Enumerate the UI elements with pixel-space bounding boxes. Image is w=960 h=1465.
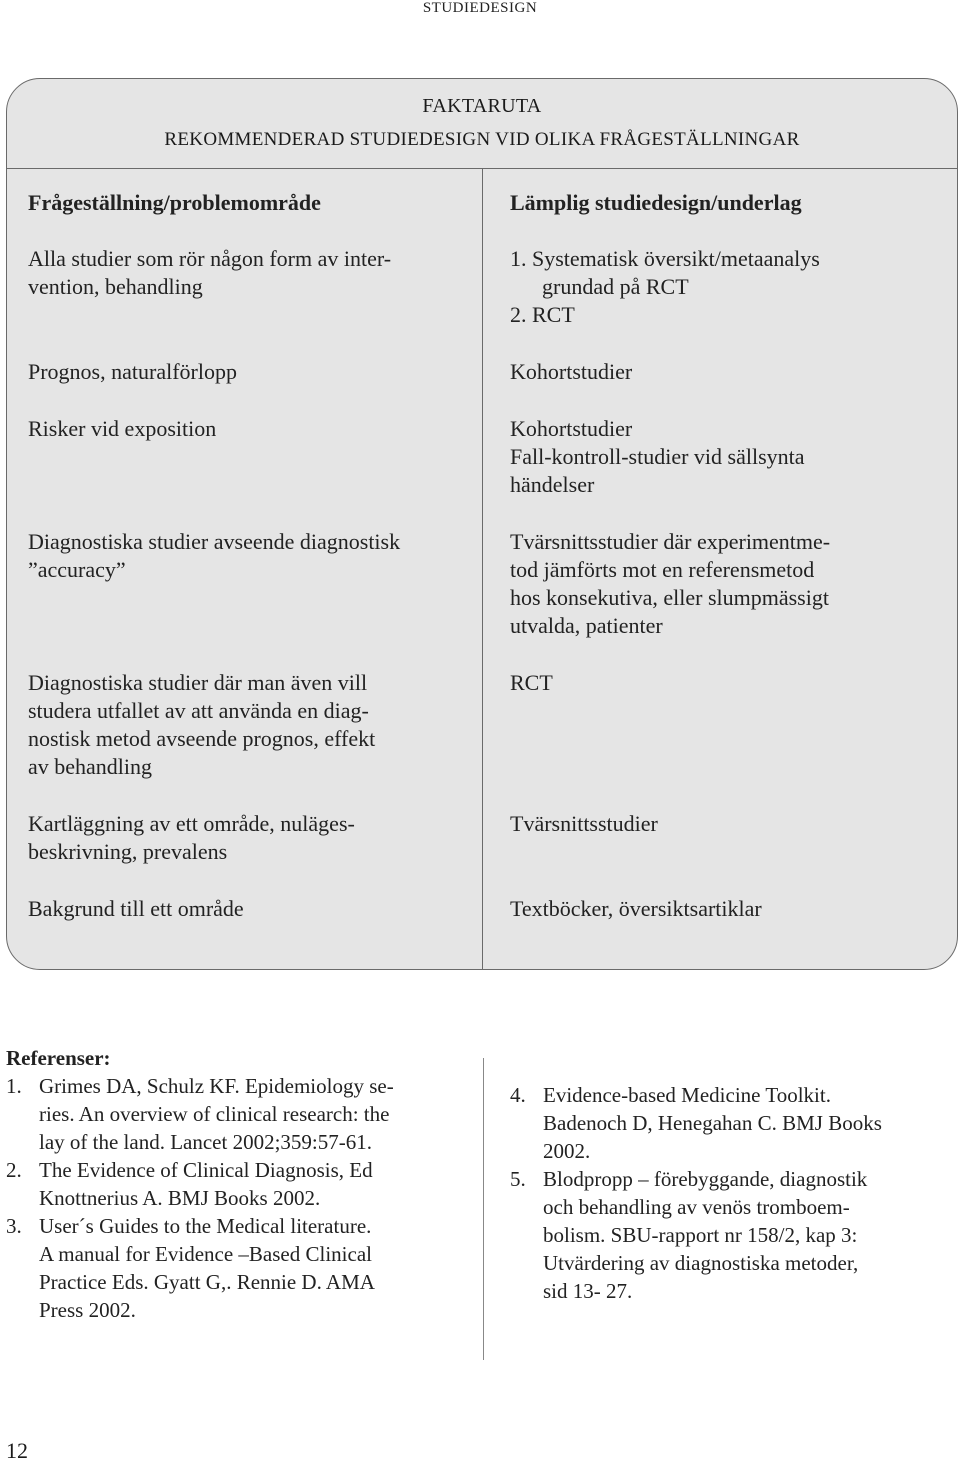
text-line: Alla studier som rör någon form av inter-: [28, 246, 392, 271]
running-head: STUDIEDESIGN: [422, 0, 538, 16]
reference-number: 2.: [6, 1158, 22, 1182]
reference-number: 4.: [510, 1083, 526, 1107]
design-row-3: [510, 415, 950, 499]
question-row-1: [28, 245, 468, 301]
text-line: Practice Eds. Gyatt G,. Rennie D. AMA: [39, 1270, 375, 1294]
text-line: Knottnerius A. BMJ Books 2002.: [39, 1186, 321, 1210]
question-row-5: [28, 669, 468, 781]
text-line: av behandling: [28, 754, 153, 779]
text-line: A manual for Evidence –Based Clinical: [39, 1242, 372, 1266]
text-line: Badenoch D, Henegahan C. BMJ Books: [543, 1111, 882, 1135]
column-header-design: Lämplig studiedesign/underlag: [510, 190, 802, 215]
question-row-4: [28, 528, 468, 584]
text-line: Kohortstudier: [510, 359, 633, 384]
question-row-2: [28, 358, 468, 386]
fact-box: [6, 78, 958, 970]
text-line: RCT: [510, 670, 553, 695]
fact-box-subtitle: REKOMMENDERAD STUDIEDESIGN VID OLIKA FRÅGESTÄLLNINGAR: [164, 129, 800, 150]
text-line: utvalda, patienter: [510, 613, 663, 638]
reference-number: 1.: [6, 1074, 22, 1098]
text-line: User´s Guides to the Medical literature.: [39, 1214, 372, 1238]
reference-item: [6, 1156, 456, 1212]
text-line: tod jämförts mot en referensmetod: [510, 557, 815, 582]
text-line: bolism. SBU-rapport nr 158/2, kap 3:: [543, 1223, 858, 1247]
text-line: Risker vid exposition: [28, 416, 217, 441]
design-row-2: [510, 358, 950, 386]
text-line: Prognos, naturalförlopp: [28, 359, 237, 384]
reference-item: [6, 1212, 456, 1324]
text-line: studera utfallet av att använda en diag-: [28, 698, 369, 723]
text-line: Diagnostiska studier där man även vill: [28, 670, 368, 695]
text-line: The Evidence of Clinical Diagnosis, Ed: [39, 1158, 373, 1182]
text-line: ”accuracy”: [28, 557, 126, 582]
reference-number: 3.: [6, 1214, 22, 1238]
text-line: Grimes DA, Schulz KF. Epidemiology se-: [39, 1074, 394, 1098]
text-line: och behandling av venös tromboem-: [543, 1195, 850, 1219]
question-row-3: [28, 415, 468, 443]
reference-item: [6, 1072, 456, 1156]
text-line: händelser: [510, 472, 595, 497]
reference-number: 5.: [510, 1167, 526, 1191]
page-number: 12: [6, 1438, 28, 1463]
design-row-1: [510, 245, 950, 329]
column-header-question: Frågeställning/problemområde: [28, 190, 321, 215]
text-line: beskrivning, prevalens: [28, 839, 228, 864]
fact-box-title: FAKTARUTA: [422, 95, 542, 117]
text-line: Press 2002.: [39, 1298, 136, 1322]
references-right-column: [510, 1081, 960, 1305]
text-line: grundad på RCT: [542, 274, 689, 299]
text-line: Fall-kontroll-studier vid sällsynta: [510, 444, 805, 469]
design-row-4: [510, 528, 950, 640]
text-line: Tvärsnittsstudier: [510, 811, 658, 836]
text-line: Kohortstudier: [510, 416, 633, 441]
references-left-column: [6, 1044, 456, 1324]
references-heading: Referenser:: [6, 1046, 111, 1070]
references-divider: [483, 1058, 484, 1360]
reference-item: [510, 1081, 960, 1165]
text-line: 2. RCT: [510, 302, 575, 327]
text-line: vention, behandling: [28, 274, 203, 299]
question-row-6: [28, 810, 468, 866]
text-line: Tvärsnittsstudier där experimentme-: [510, 529, 831, 554]
text-line: 2002.: [543, 1139, 591, 1163]
design-row-7: [510, 895, 950, 923]
text-line: Textböcker, översiktsartiklar: [510, 896, 762, 921]
text-line: Blodpropp – förebyggande, diagnostik: [543, 1167, 868, 1191]
column-divider: [482, 169, 483, 970]
text-line: Kartläggning av ett område, nuläges-: [28, 811, 355, 836]
text-line: 1. Systematisk översikt/metaanalys: [510, 246, 820, 271]
text-line: Utvärdering av diagnostiska metoder,: [543, 1251, 859, 1275]
text-line: Diagnostiska studier avseende diagnostisk: [28, 529, 401, 554]
text-line: ries. An overview of clinical research: the: [39, 1102, 390, 1126]
fact-box-header: [7, 79, 957, 169]
text-line: nostisk metod avseende prognos, effekt: [28, 726, 376, 751]
question-row-7: [28, 895, 468, 923]
text-line: hos konsekutiva, eller slumpmässigt: [510, 585, 829, 610]
reference-item: [510, 1165, 960, 1305]
text-line: Evidence-based Medicine Toolkit.: [543, 1083, 831, 1107]
text-line: Bakgrund till ett område: [28, 896, 244, 921]
design-row-5: [510, 669, 950, 697]
text-line: sid 13- 27.: [543, 1279, 633, 1303]
design-row-6: [510, 810, 950, 838]
text-line: lay of the land. Lancet 2002;359:57-61.: [39, 1130, 372, 1154]
